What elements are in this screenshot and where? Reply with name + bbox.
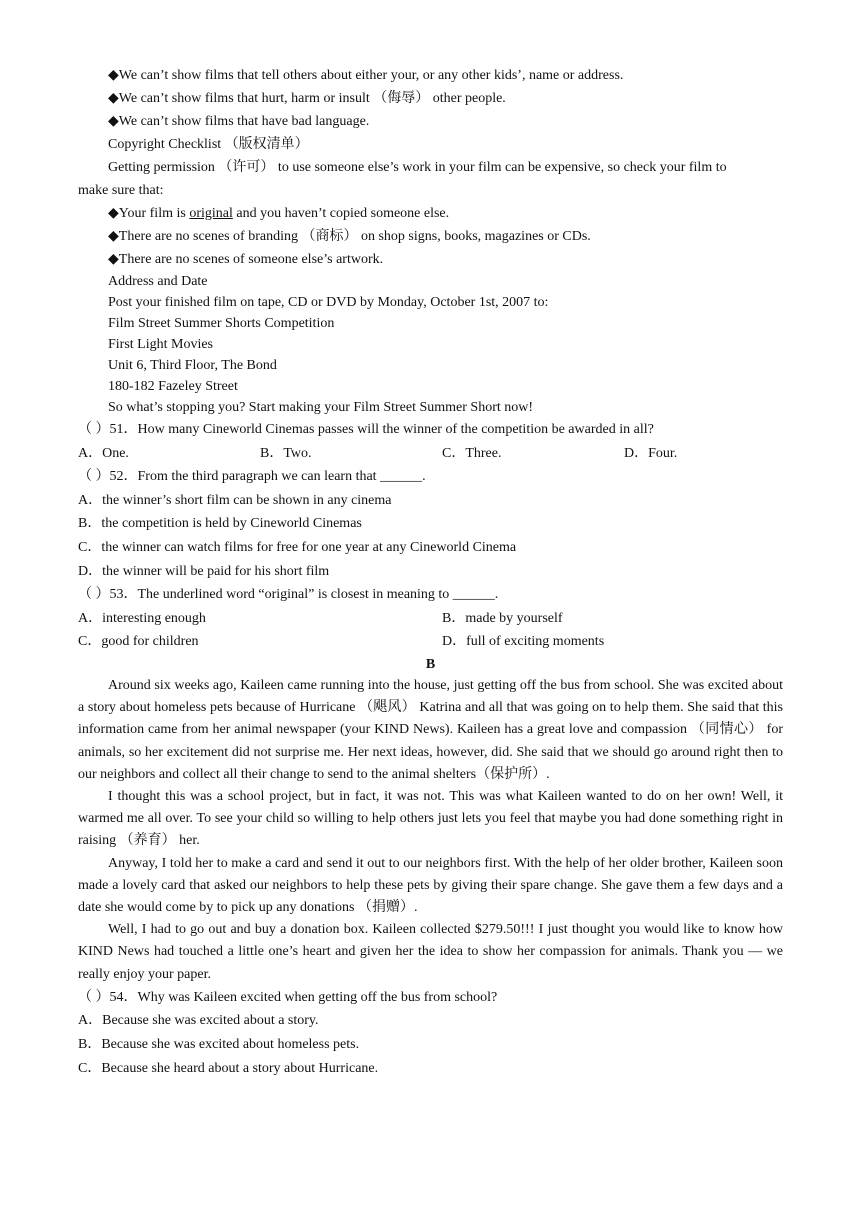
- rule-item: ◆We can’t show films that tell others about either your, or any other kids’, name or address.: [108, 68, 624, 83]
- option-b: B．Two.: [260, 445, 312, 461]
- closing-line: So what’s stopping you? Start making your Film Street Summer Short now!: [108, 400, 534, 415]
- option-b: B．Because she was excited about homeless pets.: [78, 1036, 360, 1052]
- rule-item: ◆We can’t show films that have bad language.: [108, 114, 370, 129]
- question-54: [78, 986, 783, 1080]
- document-page: [78, 64, 783, 1080]
- answer-options-row: [78, 630, 783, 654]
- option-a: A．the winner’s short film can be shown in any cinema: [78, 492, 392, 508]
- copyright-section: [78, 133, 783, 271]
- address-line: Unit 6, Third Floor, The Bond: [108, 358, 277, 373]
- copyright-intro-line2: make sure that:: [78, 183, 164, 198]
- rule-item: ◆We can’t show films that hurt, harm or insult （侮辱） other people.: [108, 91, 506, 106]
- rules-list: [78, 64, 783, 133]
- option-b: B．made by yourself: [442, 610, 563, 626]
- passage-paragraph: Well, I had to go out and buy a donation box. Kaileen collected $279.50!!! I just thought you would like to know how KIND News had touched a little one’s heart and given her the idea to show her compassion for animals. Thank you — we really enjoy your paper.: [78, 922, 783, 982]
- question-51: [78, 418, 783, 465]
- option-a: A．interesting enough: [78, 610, 206, 626]
- address-line: Post your finished film on tape, CD or DVD by Monday, October 1st, 2007 to:: [108, 295, 549, 310]
- option-c: C．the winner can watch films for free for one year at any Cineworld Cinema: [78, 539, 517, 555]
- option-c: C．Three.: [442, 445, 502, 461]
- checklist-text: ◆Your film is: [108, 206, 190, 221]
- passage-paragraph: I thought this was a school project, but in fact, it was not. This was what Kaileen wanted to do on her own! Well, it warmed me all over. To see your child so willing to help others just lets you feel that maybe you had done something right in raising （养育） her.: [78, 788, 783, 849]
- question-stem: （ ）52．From the third paragraph we can learn that ______.: [78, 469, 426, 485]
- question-stem: （ ）51．How many Cineworld Cinemas passes will the winner of the competition be awarded in all?: [78, 422, 654, 437]
- option-d: D．full of exciting moments: [442, 634, 605, 650]
- passage-paragraph: Anyway, I told her to make a card and send it out to our neighbors first. With the help of her older brother, Kaileen soon made a lovely card that asked our neighbors to help these pets by giving their spare change. She gave them a few days and a date she would come by to pick up any donations （捐赠）.: [78, 855, 783, 915]
- option-c: C．good for children: [78, 634, 199, 650]
- copyright-heading: Copyright Checklist （版权清单）: [108, 137, 309, 152]
- option-a: A．One.: [78, 445, 129, 461]
- section-heading-b: B: [425, 656, 436, 672]
- address-line: First Light Movies: [108, 337, 214, 352]
- question-52: [78, 465, 783, 583]
- option-b: B．the competition is held by Cineworld Cinemas: [78, 516, 362, 532]
- option-d: D．Four.: [624, 445, 678, 461]
- address-line: 180-182 Fazeley Street: [108, 379, 238, 394]
- answer-options-row: [78, 607, 783, 631]
- checklist-item-artwork: ◆There are no scenes of someone else’s artwork.: [108, 252, 384, 267]
- question-53: [78, 583, 783, 654]
- checklist-item-branding: ◆There are no scenes of branding （商标） on shop signs, books, magazines or CDs.: [108, 229, 591, 244]
- question-stem: （ ）54．Why was Kaileen excited when getting off the bus from school?: [78, 989, 498, 1005]
- option-d: D．the winner will be paid for his short film: [78, 563, 330, 579]
- address-section: [78, 271, 783, 418]
- option-c: C．Because she heard about a story about Hurricane.: [78, 1060, 379, 1076]
- answer-options: [78, 442, 783, 466]
- question-stem: （ ）53．The underlined word “original” is closest in meaning to ______.: [78, 587, 499, 603]
- checklist-text: and you haven’t copied someone else.: [232, 206, 450, 221]
- option-a: A．Because she was excited about a story.: [78, 1013, 319, 1029]
- passage-paragraph: Around six weeks ago, Kaileen came running into the house, just getting off the bus from school. She was excited about a story about homeless pets because of Hurricane （飓风） Katrina and all that was going on to help them. She said that this information came from her animal newspaper (your KIND News). Kaileen has a great love and compassion （同情心） for animals, so her excitement did not surprise me. Her next ideas, however, did. She said that we should go around right then to our neighbors and collect all their change to send to the animal shelters（保护所）.: [78, 677, 783, 782]
- copyright-intro-line1: Getting permission （许可） to use someone else’s work in your film can be expensive, so check your film to: [108, 160, 727, 175]
- passage-b: [78, 675, 783, 986]
- checklist-item-original: [78, 202, 783, 225]
- address-heading: Address and Date: [108, 274, 208, 289]
- address-line: Film Street Summer Shorts Competition: [108, 316, 335, 331]
- underlined-word-original: original: [189, 206, 233, 221]
